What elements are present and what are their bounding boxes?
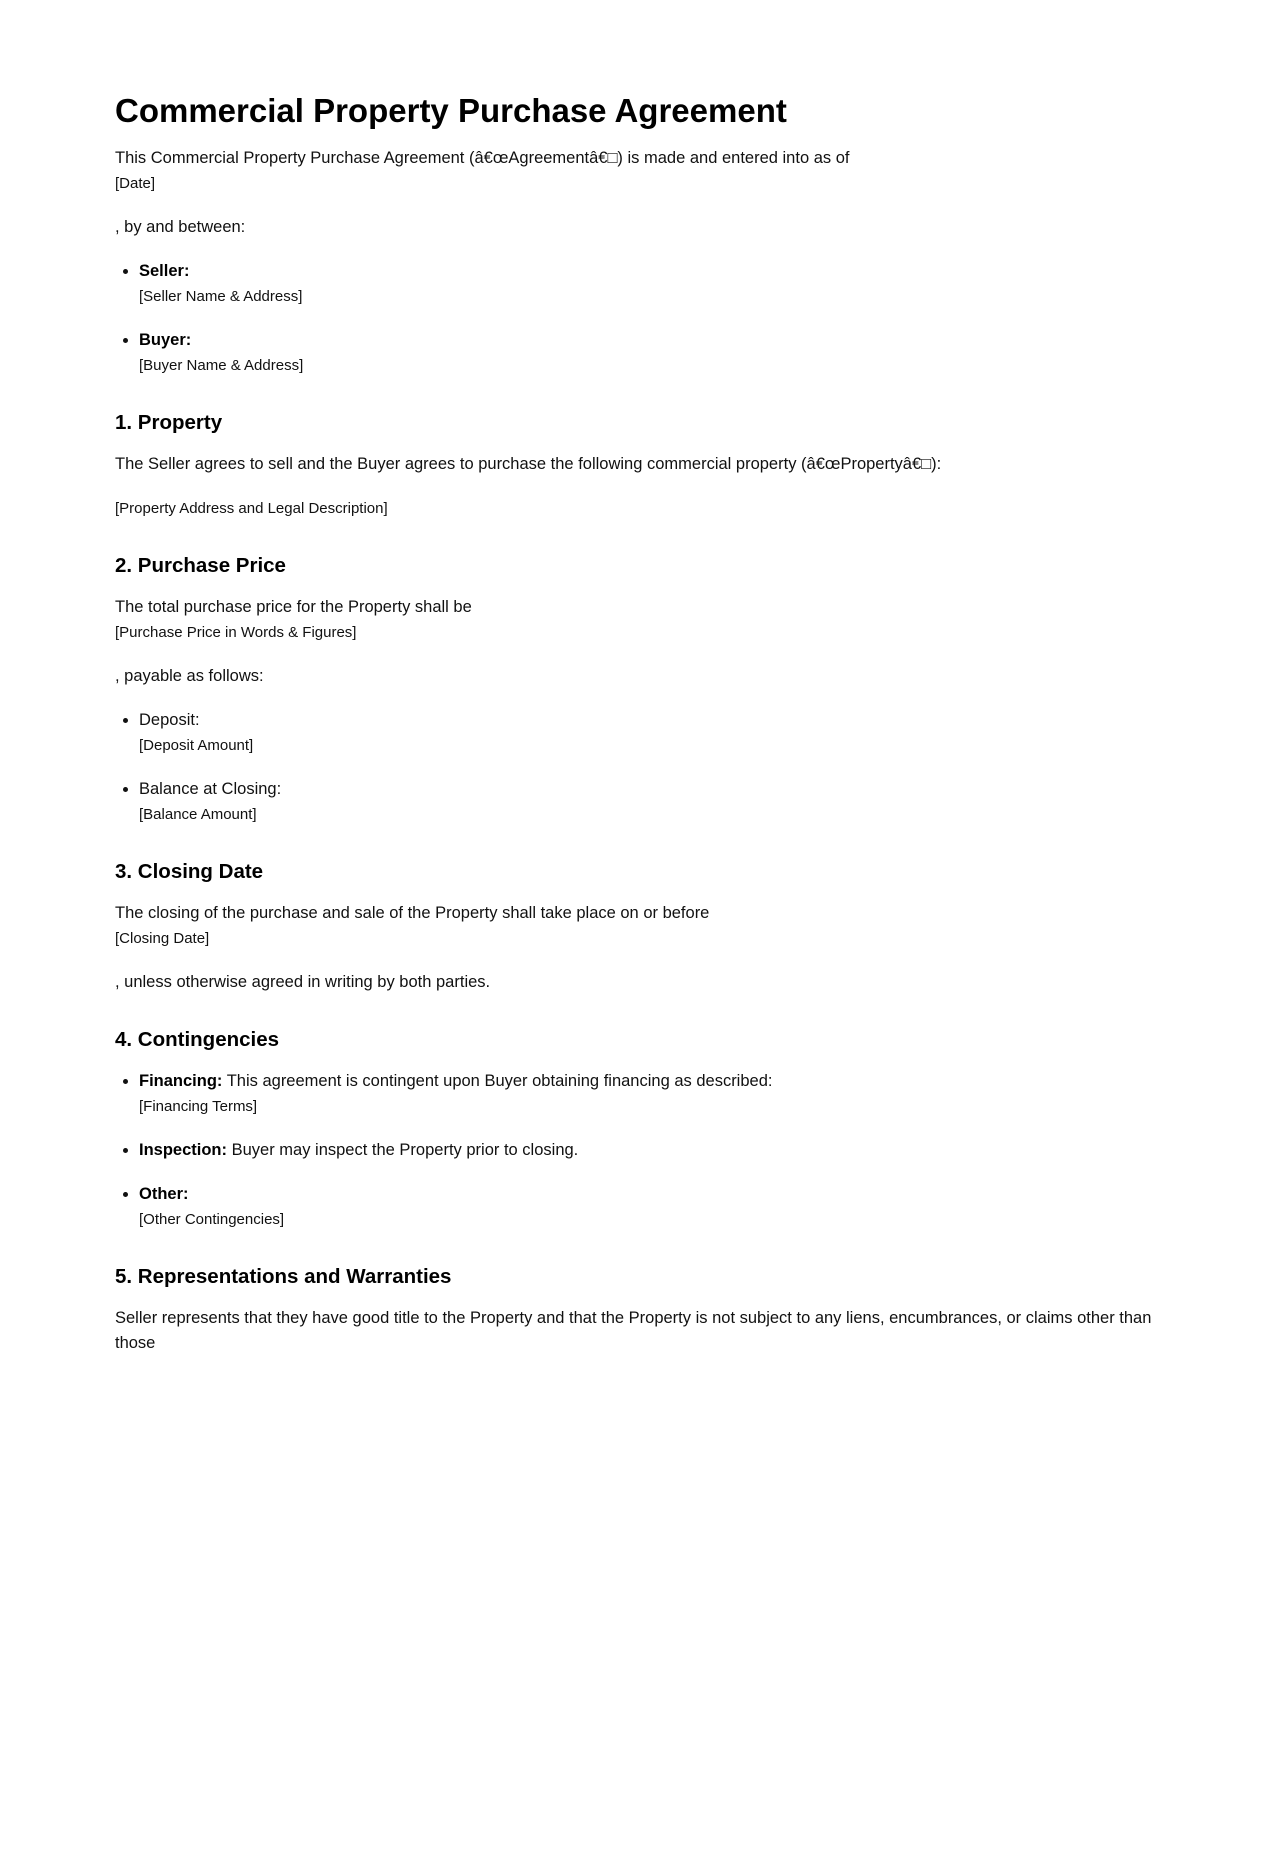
list-item — [139, 328, 1155, 378]
intro-paragraph — [115, 146, 1155, 196]
contingency-text: This agreement is contingent upon Buyer obtaining financing as described: — [222, 1072, 773, 1090]
list-item — [139, 1182, 1155, 1232]
date-placeholder: [Date] — [115, 175, 156, 192]
contingency-label: Other: — [139, 1185, 189, 1203]
payment-label: Balance at Closing: — [139, 780, 282, 798]
list-item — [139, 708, 1155, 758]
property-placeholder: [Property Address and Legal Description] — [115, 500, 388, 517]
price-placeholder: [Purchase Price in Words & Figures] — [115, 624, 357, 641]
closing-paragraph — [115, 901, 1155, 951]
payment-placeholder: [Deposit Amount] — [139, 737, 254, 754]
payment-label: Deposit: — [139, 711, 200, 729]
contingency-text: Buyer may inspect the Property prior to closing. — [227, 1141, 579, 1159]
list-item — [139, 777, 1155, 827]
warranties-text: Seller represents that they have good title to the Property and that the Property is not subject to any liens, encumbrances, or claims other than those — [115, 1309, 1152, 1352]
closing-continuation: , unless otherwise agreed in writing by both parties. — [115, 973, 491, 991]
party-placeholder: [Seller Name & Address] — [139, 288, 303, 305]
contingencies-list — [115, 1069, 1155, 1232]
page-title: Commercial Property Purchase Agreement — [115, 92, 787, 129]
contingency-label: Financing: — [139, 1072, 223, 1090]
parties-list — [115, 259, 1155, 378]
list-item — [139, 1138, 1155, 1163]
price-continuation: , payable as follows: — [115, 667, 264, 685]
closing-text: The closing of the purchase and sale of the Property shall take place on or before — [115, 904, 710, 922]
document — [115, 0, 1155, 1352]
party-label: Seller: — [139, 262, 190, 280]
section-heading: 4. Contingencies — [115, 1028, 280, 1051]
contingency-placeholder: [Other Contingencies] — [139, 1211, 285, 1228]
intro-continuation: , by and between: — [115, 218, 246, 236]
section-heading: 1. Property — [115, 411, 223, 434]
section-heading: 2. Purchase Price — [115, 554, 286, 577]
list-item — [139, 1069, 1155, 1119]
payment-placeholder: [Balance Amount] — [139, 806, 257, 823]
property-text: The Seller agrees to sell and the Buyer agrees to purchase the following commercial property (â€œPropertyâ€□): — [115, 455, 942, 473]
intro-text: This Commercial Property Purchase Agreement (â€œAgreementâ€□) is made and entered into as of — [115, 149, 850, 167]
payment-list — [115, 708, 1155, 827]
contingency-placeholder: [Financing Terms] — [139, 1098, 258, 1115]
price-text: The total purchase price for the Property shall be — [115, 598, 472, 616]
list-item — [139, 259, 1155, 309]
closing-placeholder: [Closing Date] — [115, 930, 210, 947]
party-label: Buyer: — [139, 331, 192, 349]
section-heading: 3. Closing Date — [115, 860, 264, 883]
party-placeholder: [Buyer Name & Address] — [139, 357, 304, 374]
section-heading: 5. Representations and Warranties — [115, 1265, 452, 1288]
contingency-label: Inspection: — [139, 1141, 228, 1159]
price-paragraph — [115, 595, 1155, 645]
